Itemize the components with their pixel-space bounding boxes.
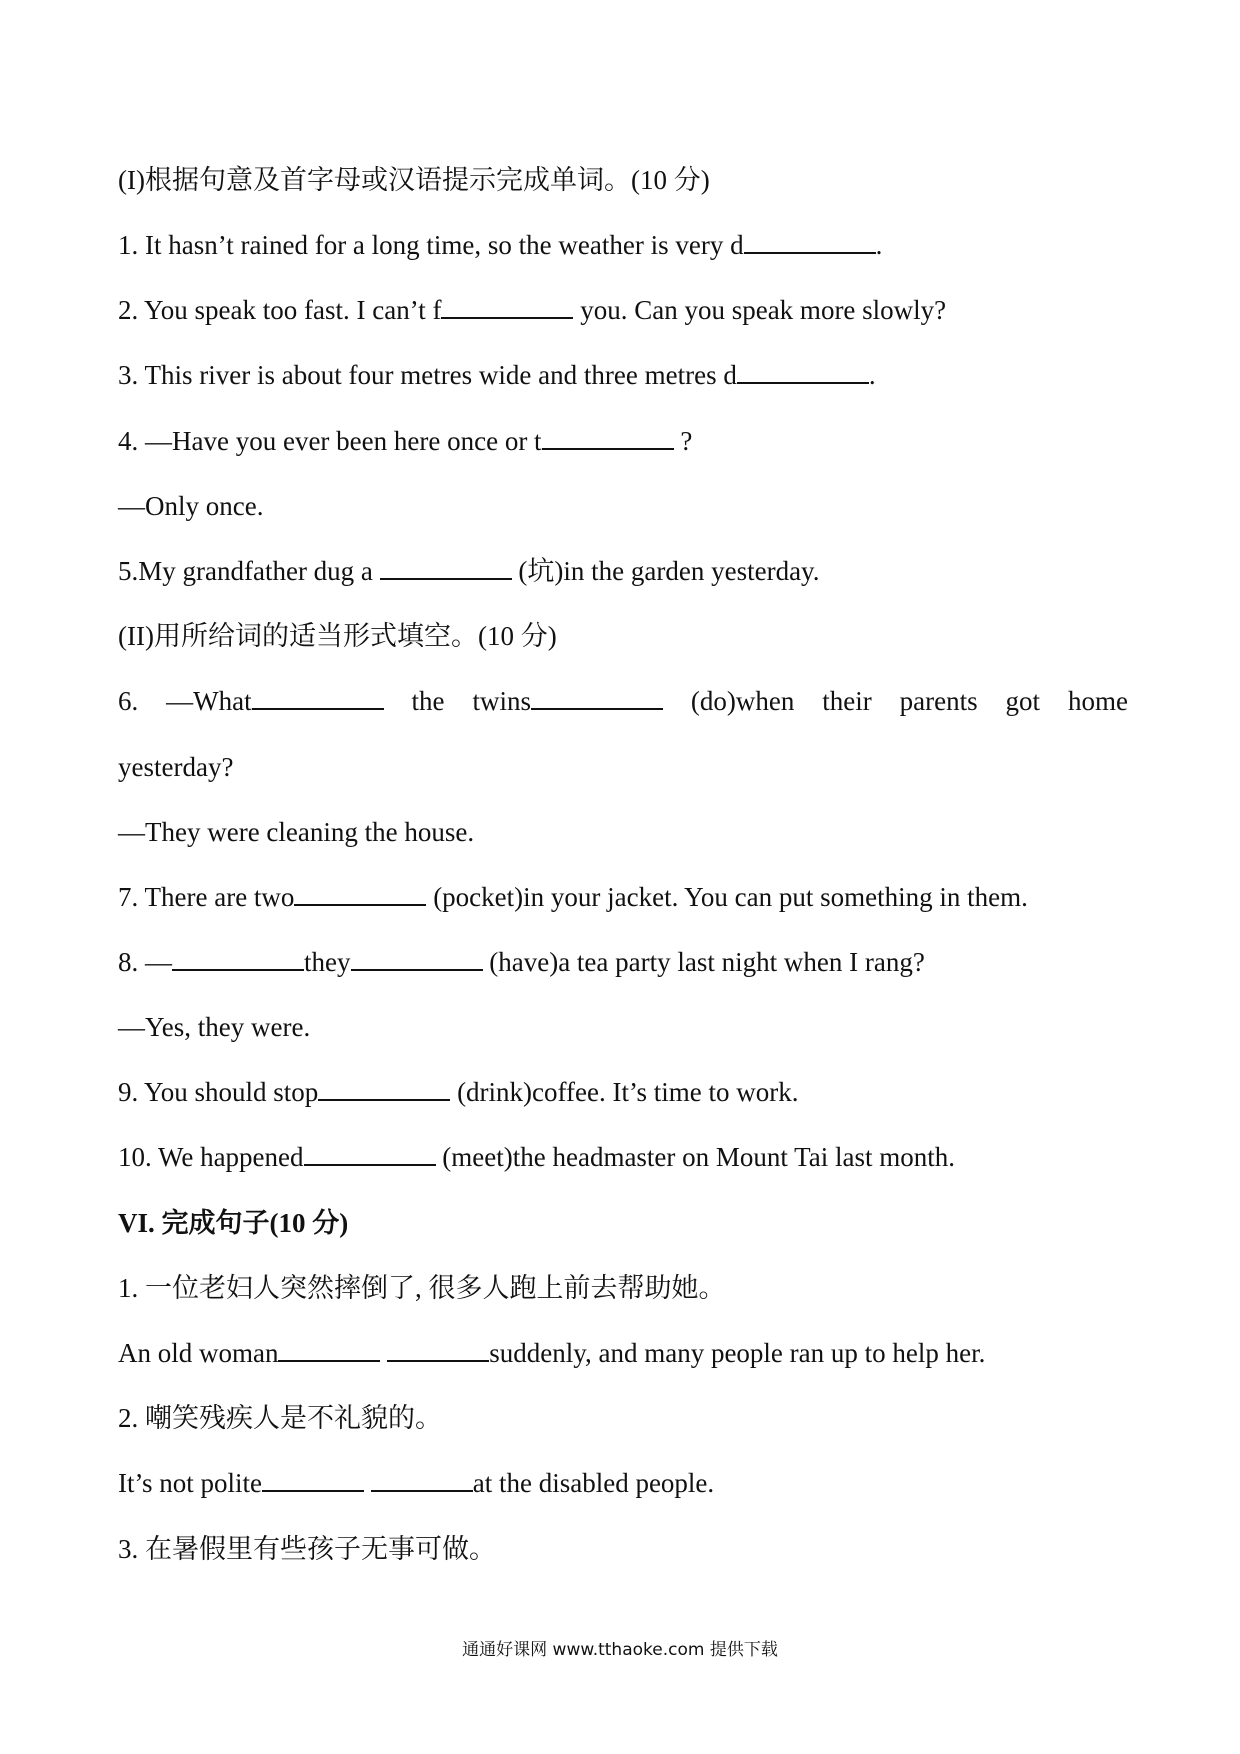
question-6: 6. —What the twins (do)when their parents got home [118,686,1128,716]
question-2: 2. You speak too fast. I can’t f you. Can you speak more slowly? [118,295,947,325]
question-4-answer: —Only once. [118,491,264,521]
sentence-1-chinese: 1. 一位老妇人突然摔倒了, 很多人跑上前去帮助她。 [118,1273,726,1303]
sentence-2-chinese: 2. 嘲笑残疾人是不礼貌的。 [118,1403,442,1433]
answer-blank[interactable] [318,1077,450,1101]
answer-blank[interactable] [380,556,512,580]
question-6-continued: yesterday? [118,752,234,782]
section1-heading: (I)根据句意及首字母或汉语提示完成单词。(10 分) [118,165,710,195]
answer-blank[interactable] [172,947,304,971]
question-5: 5.My grandfather dug a (坑)in the garden yesterday. [118,556,820,586]
section3-heading: VI. 完成句子(10 分) [118,1208,349,1238]
question-3: 3. This river is about four metres wide and three metres d . [118,360,876,390]
answer-blank[interactable] [278,1338,380,1362]
answer-blank[interactable] [371,1468,473,1492]
answer-blank[interactable] [744,230,876,254]
question-1: 1. It hasn’t rained for a long time, so the weather is very d . [118,230,883,260]
answer-blank[interactable] [304,1142,436,1166]
sentence-3-chinese: 3. 在暑假里有些孩子无事可做。 [118,1534,496,1564]
question-10: 10. We happened (meet)the headmaster on Mount Tai last month. [118,1142,956,1172]
sentence-2-english: It’s not polite at the disabled people. [118,1468,715,1498]
section2-heading: (II)用所给词的适当形式填空。(10 分) [118,621,557,651]
answer-blank[interactable] [252,686,384,710]
page-footer: 通通好课网 www.tthaoke.com 提供下载 [462,1640,778,1660]
answer-blank[interactable] [387,1338,489,1362]
question-9: 9. You should stop (drink)coffee. It’s time to work. [118,1077,799,1107]
question-8-answer: —Yes, they were. [118,1012,311,1042]
question-7: 7. There are two (pocket)in your jacket. You can put something in them. [118,882,1028,912]
answer-blank[interactable] [531,686,663,710]
question-8: 8. — they (have)a tea party last night when I rang? [118,947,925,977]
answer-blank[interactable] [441,295,573,319]
answer-blank[interactable] [542,426,674,450]
sentence-1-english: An old woman suddenly, and many people ran up to help her. [118,1338,986,1368]
question-6-answer: —They were cleaning the house. [118,817,475,847]
answer-blank[interactable] [737,360,869,384]
answer-blank[interactable] [294,882,426,906]
question-4: 4. —Have you ever been here once or t ? [118,426,693,456]
answer-blank[interactable] [351,947,483,971]
answer-blank[interactable] [262,1468,364,1492]
